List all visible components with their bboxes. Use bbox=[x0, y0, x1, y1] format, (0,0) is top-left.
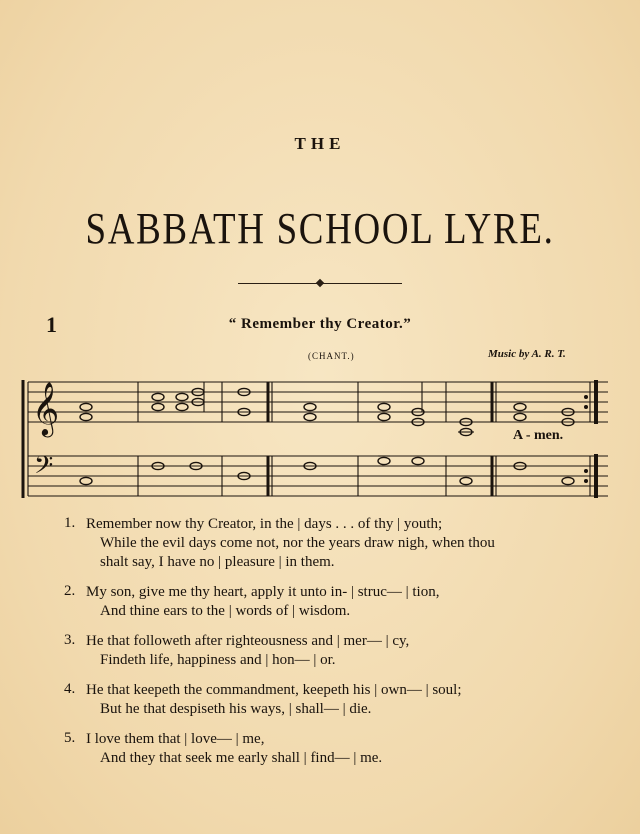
composer-credit: Music by A. R. T. bbox=[488, 348, 566, 360]
verse-4 bbox=[64, 681, 624, 719]
treble-clef-icon: 𝄞 bbox=[32, 381, 60, 435]
verse-number: 3. bbox=[64, 632, 76, 648]
verse-1 bbox=[64, 515, 624, 572]
verse-line: I love them that | love— | me, bbox=[86, 731, 265, 747]
verse-number: 2. bbox=[64, 583, 76, 599]
verse-line: But he that despiseth his ways, | shall— | die. bbox=[100, 701, 372, 717]
style-label: (CHANT.) bbox=[308, 351, 355, 361]
verse-line: He that followeth after righteousness and | mer— | cy, bbox=[86, 633, 410, 649]
amen-text: A - men. bbox=[513, 428, 564, 443]
verse-3 bbox=[64, 632, 624, 670]
verse-5 bbox=[64, 730, 624, 768]
verse-2 bbox=[64, 583, 624, 621]
verse-line: He that keepeth the commandment, keepeth his | own— | soul; bbox=[86, 682, 462, 698]
verse-line: While the evil days come not, nor the years draw nigh, when thou bbox=[100, 535, 495, 551]
bass-clef-icon: 𝄢 bbox=[34, 451, 54, 486]
verse-number: 5. bbox=[64, 730, 76, 746]
book-title: SABBATH SCHOOL LYRE. bbox=[85, 204, 555, 253]
verse-number: 1. bbox=[64, 515, 76, 531]
verse-line: And they that seek me early shall | find— | me. bbox=[100, 750, 383, 766]
verse-line: Remember now thy Creator, in the | days . . . of thy | youth; bbox=[86, 516, 443, 532]
verse-line: My son, give me thy heart, apply it unto in- | struc— | tion, bbox=[86, 584, 440, 600]
verses bbox=[64, 515, 624, 779]
title-article: THE bbox=[294, 134, 346, 153]
hymn-title: “ Remember thy Creator.” bbox=[228, 316, 412, 332]
verse-number: 4. bbox=[64, 681, 76, 697]
hymn-number: 1 bbox=[46, 312, 57, 337]
verse-line: shalt say, I have no | pleasure | in them. bbox=[100, 554, 335, 570]
verse-line: Findeth life, happiness and | hon— | or. bbox=[100, 652, 336, 668]
verse-line: And thine ears to the | words of | wisdom. bbox=[100, 603, 351, 619]
